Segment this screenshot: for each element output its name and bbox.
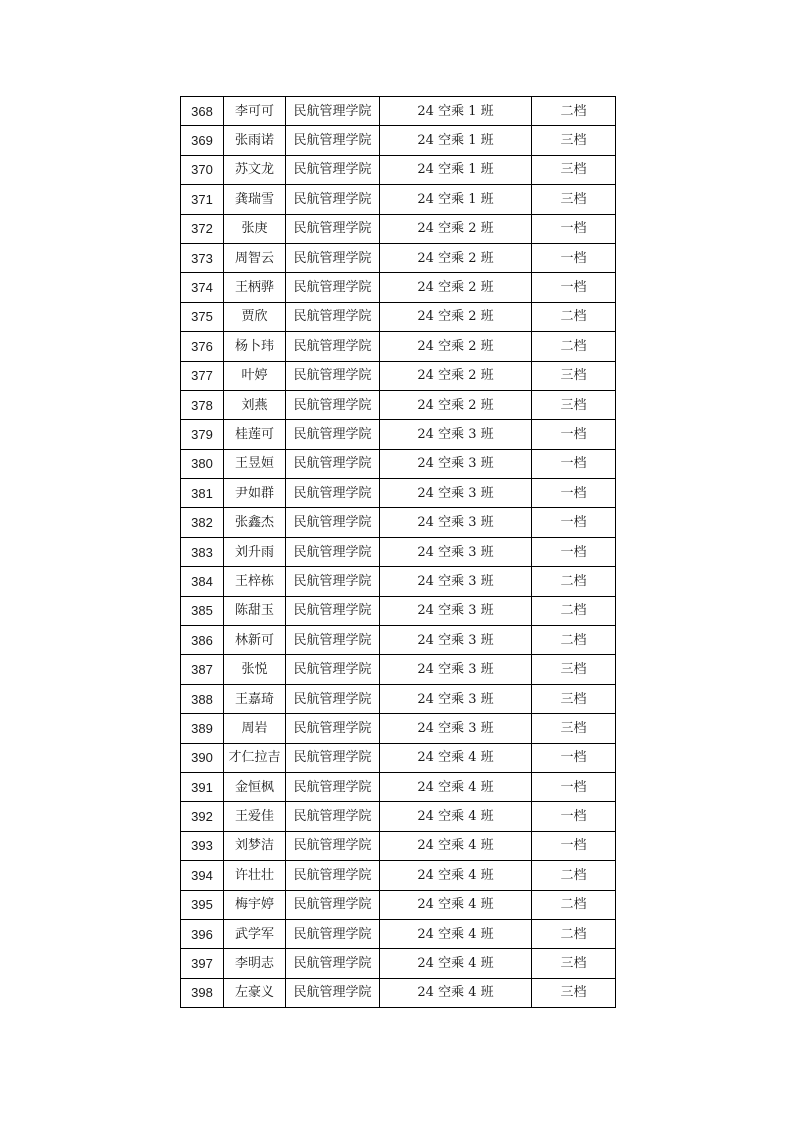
table-row <box>181 449 616 478</box>
class-cell: 24 空乘 2 班 <box>380 390 532 419</box>
student-name-cell: 周智云 <box>224 243 286 272</box>
student-name-cell: 王柄骅 <box>224 273 286 302</box>
table-row <box>181 861 616 890</box>
college-cell: 民航管理学院 <box>286 302 380 331</box>
grade-level-cell: 一档 <box>532 449 616 478</box>
student-name-cell: 张鑫杰 <box>224 508 286 537</box>
student-name-cell: 左豪义 <box>224 978 286 1007</box>
row-number-cell: 386 <box>181 626 224 655</box>
student-name-cell: 王昱姮 <box>224 449 286 478</box>
table-row <box>181 890 616 919</box>
college-cell: 民航管理学院 <box>286 772 380 801</box>
college-cell: 民航管理学院 <box>286 508 380 537</box>
table-row <box>181 978 616 1007</box>
student-name-cell: 叶婷 <box>224 361 286 390</box>
class-cell: 24 空乘 3 班 <box>380 479 532 508</box>
table-row <box>181 361 616 390</box>
table-row <box>181 126 616 155</box>
student-name-cell: 周岩 <box>224 714 286 743</box>
student-name-cell: 武学军 <box>224 919 286 948</box>
grade-level-cell: 三档 <box>532 655 616 684</box>
grade-level-cell: 三档 <box>532 155 616 184</box>
table-row <box>181 273 616 302</box>
row-number-cell: 373 <box>181 243 224 272</box>
row-number-cell: 375 <box>181 302 224 331</box>
class-cell: 24 空乘 3 班 <box>380 714 532 743</box>
class-cell: 24 空乘 2 班 <box>380 273 532 302</box>
class-cell: 24 空乘 3 班 <box>380 420 532 449</box>
college-cell: 民航管理学院 <box>286 596 380 625</box>
class-cell: 24 空乘 1 班 <box>380 97 532 126</box>
grade-level-cell: 二档 <box>532 890 616 919</box>
row-number-cell: 381 <box>181 479 224 508</box>
student-name-cell: 杨卜玮 <box>224 332 286 361</box>
student-name-cell: 金恒枫 <box>224 772 286 801</box>
college-cell: 民航管理学院 <box>286 919 380 948</box>
college-cell: 民航管理学院 <box>286 332 380 361</box>
student-name-cell: 王爱佳 <box>224 802 286 831</box>
row-number-cell: 374 <box>181 273 224 302</box>
class-cell: 24 空乘 4 班 <box>380 861 532 890</box>
college-cell: 民航管理学院 <box>286 714 380 743</box>
row-number-cell: 378 <box>181 390 224 419</box>
student-name-cell: 张庚 <box>224 214 286 243</box>
student-name-cell: 刘升雨 <box>224 537 286 566</box>
college-cell: 民航管理学院 <box>286 978 380 1007</box>
college-cell: 民航管理学院 <box>286 831 380 860</box>
college-cell: 民航管理学院 <box>286 479 380 508</box>
row-number-cell: 391 <box>181 772 224 801</box>
table-row <box>181 214 616 243</box>
student-name-cell: 林新可 <box>224 626 286 655</box>
college-cell: 民航管理学院 <box>286 861 380 890</box>
table-row <box>181 243 616 272</box>
grade-level-cell: 二档 <box>532 302 616 331</box>
grade-level-cell: 一档 <box>532 420 616 449</box>
student-name-cell: 李可可 <box>224 97 286 126</box>
row-number-cell: 397 <box>181 949 224 978</box>
college-cell: 民航管理学院 <box>286 361 380 390</box>
table-row <box>181 155 616 184</box>
student-name-cell: 李明志 <box>224 949 286 978</box>
grade-level-cell: 一档 <box>532 772 616 801</box>
row-number-cell: 384 <box>181 567 224 596</box>
row-number-cell: 392 <box>181 802 224 831</box>
row-number-cell: 387 <box>181 655 224 684</box>
table-row <box>181 185 616 214</box>
college-cell: 民航管理学院 <box>286 802 380 831</box>
grade-level-cell: 三档 <box>532 684 616 713</box>
grade-level-cell: 一档 <box>532 214 616 243</box>
class-cell: 24 空乘 2 班 <box>380 214 532 243</box>
class-cell: 24 空乘 4 班 <box>380 919 532 948</box>
class-cell: 24 空乘 3 班 <box>380 508 532 537</box>
student-name-cell: 梅宇婷 <box>224 890 286 919</box>
grade-level-cell: 二档 <box>532 919 616 948</box>
college-cell: 民航管理学院 <box>286 626 380 655</box>
college-cell: 民航管理学院 <box>286 567 380 596</box>
table-row <box>181 743 616 772</box>
table-row <box>181 831 616 860</box>
grade-level-cell: 一档 <box>532 273 616 302</box>
table-row <box>181 537 616 566</box>
grade-level-cell: 二档 <box>532 567 616 596</box>
college-cell: 民航管理学院 <box>286 273 380 302</box>
grade-level-cell: 三档 <box>532 714 616 743</box>
college-cell: 民航管理学院 <box>286 126 380 155</box>
student-name-cell: 王嘉琦 <box>224 684 286 713</box>
table-row <box>181 97 616 126</box>
student-name-cell: 尹如群 <box>224 479 286 508</box>
row-number-cell: 394 <box>181 861 224 890</box>
grade-level-cell: 三档 <box>532 185 616 214</box>
row-number-cell: 390 <box>181 743 224 772</box>
grade-level-cell: 三档 <box>532 949 616 978</box>
class-cell: 24 空乘 1 班 <box>380 126 532 155</box>
class-cell: 24 空乘 3 班 <box>380 626 532 655</box>
grade-level-cell: 二档 <box>532 596 616 625</box>
class-cell: 24 空乘 2 班 <box>380 361 532 390</box>
college-cell: 民航管理学院 <box>286 97 380 126</box>
grade-level-cell: 二档 <box>532 97 616 126</box>
student-name-cell: 许壮壮 <box>224 861 286 890</box>
college-cell: 民航管理学院 <box>286 655 380 684</box>
table-row <box>181 596 616 625</box>
college-cell: 民航管理学院 <box>286 390 380 419</box>
student-name-cell: 龚瑞雪 <box>224 185 286 214</box>
table-row <box>181 479 616 508</box>
row-number-cell: 370 <box>181 155 224 184</box>
class-cell: 24 空乘 3 班 <box>380 537 532 566</box>
grade-level-cell: 一档 <box>532 537 616 566</box>
table-row <box>181 655 616 684</box>
table-row <box>181 802 616 831</box>
grade-level-cell: 三档 <box>532 978 616 1007</box>
grade-level-cell: 一档 <box>532 508 616 537</box>
row-number-cell: 388 <box>181 684 224 713</box>
table-row <box>181 567 616 596</box>
row-number-cell: 379 <box>181 420 224 449</box>
college-cell: 民航管理学院 <box>286 743 380 772</box>
table-row <box>181 302 616 331</box>
student-name-cell: 王梓栋 <box>224 567 286 596</box>
college-cell: 民航管理学院 <box>286 449 380 478</box>
row-number-cell: 369 <box>181 126 224 155</box>
grade-level-cell: 一档 <box>532 831 616 860</box>
table-row <box>181 714 616 743</box>
table-row <box>181 420 616 449</box>
grade-level-cell: 三档 <box>532 361 616 390</box>
class-cell: 24 空乘 4 班 <box>380 772 532 801</box>
row-number-cell: 372 <box>181 214 224 243</box>
class-cell: 24 空乘 2 班 <box>380 302 532 331</box>
class-cell: 24 空乘 4 班 <box>380 802 532 831</box>
class-cell: 24 空乘 2 班 <box>380 332 532 361</box>
college-cell: 民航管理学院 <box>286 949 380 978</box>
college-cell: 民航管理学院 <box>286 420 380 449</box>
row-number-cell: 383 <box>181 537 224 566</box>
table-row <box>181 626 616 655</box>
row-number-cell: 396 <box>181 919 224 948</box>
grade-level-cell: 一档 <box>532 479 616 508</box>
table-row <box>181 684 616 713</box>
grade-level-cell: 三档 <box>532 390 616 419</box>
class-cell: 24 空乘 2 班 <box>380 243 532 272</box>
table-row <box>181 949 616 978</box>
class-cell: 24 空乘 1 班 <box>380 155 532 184</box>
row-number-cell: 371 <box>181 185 224 214</box>
row-number-cell: 380 <box>181 449 224 478</box>
grade-level-cell: 三档 <box>532 126 616 155</box>
row-number-cell: 393 <box>181 831 224 860</box>
grade-level-cell: 一档 <box>532 802 616 831</box>
class-cell: 24 空乘 4 班 <box>380 831 532 860</box>
student-grade-table <box>180 96 616 1008</box>
student-name-cell: 张雨诺 <box>224 126 286 155</box>
college-cell: 民航管理学院 <box>286 684 380 713</box>
class-cell: 24 空乘 1 班 <box>380 185 532 214</box>
student-name-cell: 刘燕 <box>224 390 286 419</box>
row-number-cell: 398 <box>181 978 224 1007</box>
college-cell: 民航管理学院 <box>286 243 380 272</box>
student-name-cell: 才仁拉吉 <box>224 743 286 772</box>
row-number-cell: 385 <box>181 596 224 625</box>
class-cell: 24 空乘 4 班 <box>380 949 532 978</box>
row-number-cell: 377 <box>181 361 224 390</box>
table-row <box>181 390 616 419</box>
grade-level-cell: 二档 <box>532 626 616 655</box>
college-cell: 民航管理学院 <box>286 155 380 184</box>
class-cell: 24 空乘 4 班 <box>380 890 532 919</box>
table-row <box>181 508 616 537</box>
table-body <box>181 97 616 1008</box>
student-name-cell: 桂莲可 <box>224 420 286 449</box>
college-cell: 民航管理学院 <box>286 185 380 214</box>
student-name-cell: 陈甜玉 <box>224 596 286 625</box>
class-cell: 24 空乘 3 班 <box>380 596 532 625</box>
class-cell: 24 空乘 3 班 <box>380 449 532 478</box>
class-cell: 24 空乘 3 班 <box>380 655 532 684</box>
row-number-cell: 395 <box>181 890 224 919</box>
row-number-cell: 382 <box>181 508 224 537</box>
grade-level-cell: 二档 <box>532 861 616 890</box>
class-cell: 24 空乘 4 班 <box>380 743 532 772</box>
college-cell: 民航管理学院 <box>286 214 380 243</box>
college-cell: 民航管理学院 <box>286 537 380 566</box>
class-cell: 24 空乘 3 班 <box>380 567 532 596</box>
college-cell: 民航管理学院 <box>286 890 380 919</box>
table-row <box>181 772 616 801</box>
row-number-cell: 389 <box>181 714 224 743</box>
student-name-cell: 张悦 <box>224 655 286 684</box>
row-number-cell: 368 <box>181 97 224 126</box>
row-number-cell: 376 <box>181 332 224 361</box>
grade-level-cell: 一档 <box>532 743 616 772</box>
table-row <box>181 332 616 361</box>
grade-level-cell: 二档 <box>532 332 616 361</box>
student-name-cell: 贾欣 <box>224 302 286 331</box>
class-cell: 24 空乘 3 班 <box>380 684 532 713</box>
class-cell: 24 空乘 4 班 <box>380 978 532 1007</box>
student-name-cell: 苏文龙 <box>224 155 286 184</box>
table-row <box>181 919 616 948</box>
grade-level-cell: 一档 <box>532 243 616 272</box>
student-name-cell: 刘梦洁 <box>224 831 286 860</box>
